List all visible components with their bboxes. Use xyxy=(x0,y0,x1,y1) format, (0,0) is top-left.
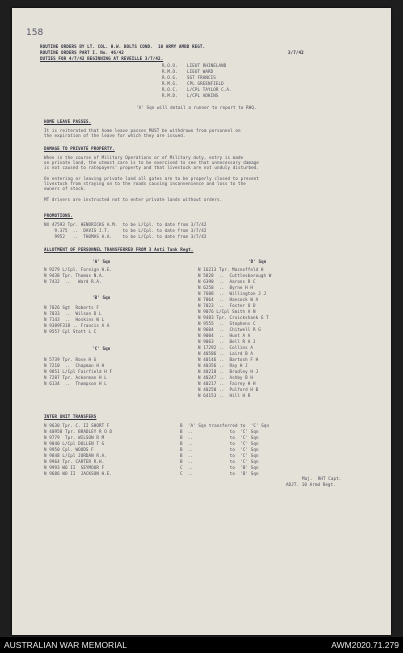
duty-role: R.M.D. xyxy=(162,93,178,98)
duty-role: R.M.G. xyxy=(162,81,178,86)
header-line-3: DUTIES FOR 4/7/42 BEGINNING AT REVEILLE 3/7/42. xyxy=(40,56,164,61)
roll-entry: N 9557 Cpl Stott L C xyxy=(44,329,97,334)
runner-note: 'A' Sqn will detail a runner to report to RHQ. xyxy=(136,105,257,110)
roll-entry: N 9076 L/Cpl Smith A N xyxy=(198,309,256,314)
duty-role: R.O.O. xyxy=(162,63,178,68)
roll-entry: N 6390 .. Aarons R C xyxy=(198,279,256,284)
roll-entry: N 9063 .. Bell R A J xyxy=(198,339,256,344)
transfer-detail: C .. to 'B' Sqn xyxy=(180,465,259,470)
roll-entry: N 9851 L/Cpl Fairfield H F xyxy=(44,369,113,374)
promotion-line: 9952 .. THOMAS A.A. to be L/Cpl. to date from 3/7/42 xyxy=(44,234,207,239)
roll-entry: N 9389F318 .. Francis A A xyxy=(44,323,110,328)
promotions-title: PROMOTIONS. xyxy=(44,213,73,218)
roll-entry: N 7608 .. Willington J J xyxy=(198,291,267,296)
inter-unit-title: INTER UNIT TRANSFERS xyxy=(44,414,97,419)
roll-entry: N 40146 .. Bartosh F H xyxy=(198,357,259,362)
home-leave-title: HOME LEAVE PASSES. xyxy=(44,119,92,124)
body-line: owners of stock. xyxy=(44,186,86,191)
body-line: is not caused to ratepayers' property and that livestock are not unduly disturbed. xyxy=(44,165,259,170)
transfer-detail: B .. to 'C' Sqn xyxy=(180,447,259,452)
duty-person: L/CPL TAYLOR C.A. xyxy=(187,87,232,92)
roll-entry: N 9279 L/Cpl. Foreign H.E. xyxy=(44,267,113,272)
promotion-line: 9.375 .. DAVIS J.T. to be L/Cpl. to date from 3/7/42 xyxy=(44,228,207,233)
body-line: When in the course of Military Operations or of Military duty, entry is made xyxy=(44,155,244,160)
roll-entry: N 40218 .. Bradley H J xyxy=(198,369,259,374)
roll-entry: N 7023 .. Foster O D xyxy=(198,303,256,308)
roll-entry: N 5828 .. Cuttlesborough W xyxy=(198,273,272,278)
roll-entry: N 7033 .. Wilson D L xyxy=(44,311,102,316)
squadron-heading: 'A' Sqn xyxy=(92,259,111,264)
promotion-line: NX 47593 Tpr. HENDRICKS A.M. to be L/Cpl. to date from 3/7/42 xyxy=(44,222,207,227)
roll-entry: N 40586 .. Laird B A xyxy=(198,351,254,356)
duty-person: SGT FRANCIS xyxy=(187,75,216,80)
roll-entry: N 5739 Tpr. Rose H G xyxy=(44,357,97,362)
transfer-detail: C .. to 'B' Sqn xyxy=(180,471,259,476)
archive-reference: AWM2020.71.279 xyxy=(331,640,399,650)
roll-entry: N 9004 .. Hunt A A xyxy=(198,333,251,338)
transfer-soldier: N 9993 WO II SEYMOUR F xyxy=(44,465,105,470)
document-page xyxy=(12,8,391,635)
duty-role: R.M.O. xyxy=(162,69,178,74)
roll-entry: N 7064 .. Hancock W A xyxy=(198,297,259,302)
transfer-detail: B .. to 'C' Sqn xyxy=(180,435,259,440)
transfer-detail: B .. to 'C' Sqn xyxy=(180,459,259,464)
transfer-soldier: N 9779 Tpr. WILSON R M xyxy=(44,435,105,440)
allotment-title: ALLOTMENT OF PERSONNEL TRANSFERRED FROM 3 Anti Tank Regt. xyxy=(44,247,194,252)
header-date: 3/7/42 xyxy=(288,50,304,55)
roll-entry: N 16213 Tpr. Macnoffeld H xyxy=(198,267,264,272)
archive-name: AUSTRALIAN WAR MEMORIAL xyxy=(4,640,127,650)
roll-entry: N 40356 .. Ray H J xyxy=(198,363,248,368)
roll-entry: N 7026 Sgt Roberts F xyxy=(44,305,100,310)
roll-entry: N 64153 .. Hill H R xyxy=(198,393,251,398)
header-line-2: ROUTINE ORDERS PART I. No. 46/42 xyxy=(40,50,124,55)
header-line-1: ROUTINE ORDERS BY LT. COL. H.W. BOLTS COND. 10 ARMY AMBD REGT. xyxy=(40,44,206,49)
body-line: on private land, the utmost care is to be exercised to see that unnecessary damage xyxy=(44,160,259,165)
duty-person: CPL GREENFIELD xyxy=(187,81,224,86)
roll-entry: N 17292 .. Collins A xyxy=(198,345,254,350)
roll-entry: N 7143 .. Hoskins W L xyxy=(44,317,105,322)
duty-role: R.O.G. xyxy=(162,75,178,80)
signature-title: ADJT. 10 Armd Regt. xyxy=(286,482,336,487)
roll-entry: N 40250 .. Pulford H B xyxy=(198,387,259,392)
transfer-detail: B .. to 'C' Sqn xyxy=(180,429,259,434)
duty-person: LIEUT WARD xyxy=(187,69,214,74)
duty-person: LIEUT RHINELAND xyxy=(187,63,227,68)
transfer-detail: B .. to 'C' Sqn xyxy=(180,441,259,446)
body-line: MT drivers are instructed not to enter private lands without orders. xyxy=(44,197,223,202)
body-line: livestock from straying on to the roads causing inconvenience and loss to the xyxy=(44,181,246,186)
transfer-soldier: N 9040 L/Cpl DULLEN T G xyxy=(44,441,105,446)
transfer-detail: B .. to 'C' Sqn xyxy=(180,453,259,458)
roll-entry: N 9438 Tpr. Thomas N.A. xyxy=(44,273,105,278)
roll-entry: N 9555 .. Stephens C xyxy=(198,321,256,326)
body-line: the expiration of the leave for which they are issued. xyxy=(44,133,186,138)
roll-entry: N 40247 .. Ashby B H xyxy=(198,375,254,380)
roll-entry: N 9483 Tpr. Cruickshank G T xyxy=(198,315,269,320)
transfer-soldier: N 9950 Cpl. WOODS F xyxy=(44,447,94,452)
squadron-heading: 'C' Sqn xyxy=(92,346,111,351)
roll-entry: N 40217 .. Fairey H H xyxy=(198,381,256,386)
transfer-soldier: N 9964 Tpr. CARTER R.H. xyxy=(44,459,105,464)
roll-entry: N 7432 .. Ward R.A. xyxy=(44,279,102,284)
roll-entry: N 7210 .. Chapman H H xyxy=(44,363,105,368)
transfer-soldier: N 9686 WO II JACKSON H.E. xyxy=(44,471,113,476)
transfer-soldier: N 40958 Tpr. BRADLEY R O D xyxy=(44,429,113,434)
body-line: On entering or leaving private land all gates are to be properly closed to prevent xyxy=(44,176,259,181)
roll-entry: N 7287 Tpr. Ackerman H L xyxy=(44,375,107,380)
archive-footer xyxy=(0,637,403,653)
handwritten-number: 158 xyxy=(26,28,44,38)
transfer-soldier: N 9848 L/Cpl JORDAN R.A. xyxy=(44,453,107,458)
roll-entry: N 6134 .. Thompson H L xyxy=(44,381,107,386)
transfer-detail: B 'A' Sqn transferred to 'C' Sqn xyxy=(180,423,270,428)
duty-person: L/CPL ADKINS xyxy=(187,93,219,98)
squadron-heading: 'B' Sqn xyxy=(92,295,111,300)
roll-entry: N 6258 .. Byrne H H xyxy=(198,285,254,290)
transfer-soldier: N 9630 Tpr. C. II SHORT F xyxy=(44,423,110,428)
signature-line: Maj. RHT Capt. xyxy=(302,476,342,481)
squadron-heading: 'D' Sqn xyxy=(248,259,267,264)
roll-entry: N 9604 .. Chitwell R G xyxy=(198,327,261,332)
body-line: It is reiterated that home leave passes MUST be withdrawn from personnel on xyxy=(44,128,241,133)
damage-title: DAMAGE TO PRIVATE PROPERTY. xyxy=(44,146,115,151)
duty-role: R.O.C. xyxy=(162,87,178,92)
